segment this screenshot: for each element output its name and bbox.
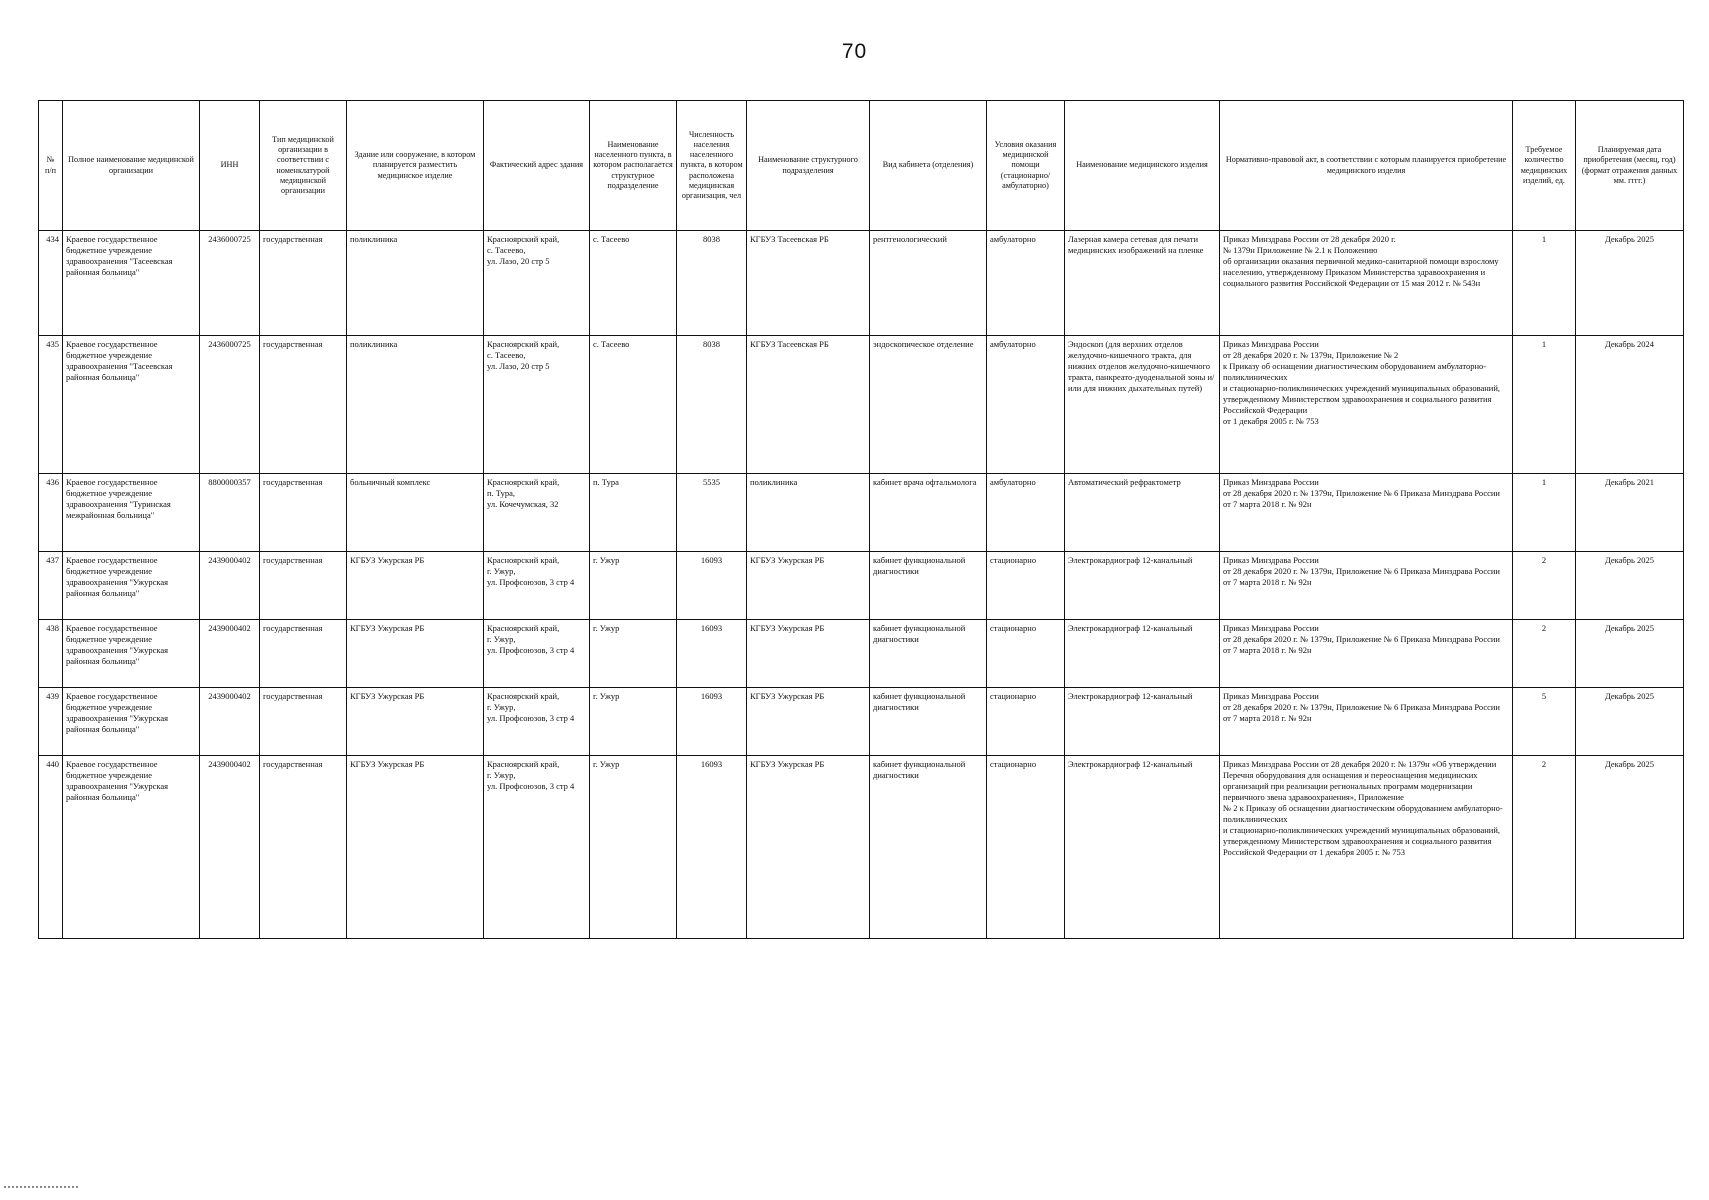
building: КГБУЗ Ужурская РБ	[347, 620, 484, 688]
legal-act: Приказ Минздрава России от 28 декабря 2020 г. № 1379н, Приложение № 6 Приказа Минздрава России от 7 марта 2018 г. № 92н	[1220, 620, 1513, 688]
care-conditions: стационарно	[987, 552, 1065, 620]
header-address: Фактический адрес здания	[484, 101, 590, 231]
care-conditions: амбулаторно	[987, 231, 1065, 336]
address: Красноярский край, г. Ужур, ул. Профсоюзов, 3 стр 4	[484, 756, 590, 939]
org-name: Краевое государственное бюджетное учреждение здравоохранения "Тасеевская районная больница"	[63, 336, 200, 474]
device-name: Электрокардиограф 12-канальный	[1065, 756, 1220, 939]
locality: г. Ужур	[590, 756, 677, 939]
locality: г. Ужур	[590, 620, 677, 688]
org-type: государственная	[260, 474, 347, 552]
population: 8038	[677, 336, 747, 474]
planned-date: Декабрь 2021	[1576, 474, 1684, 552]
org-type: государственная	[260, 620, 347, 688]
page-number: 70	[841, 40, 868, 63]
legal-act: Приказ Минздрава России от 28 декабря 2020 г. № 1379н, Приложение № 2 к Приказу об оснащении диагностическим оборудованием амбулаторно-поликлинических и стационарно-поликлинических учреждений муниципальных образований, утвержденному Министерством здравоохранения и социального развития Российской Федерации от 1 декабря 2005 г. № 753	[1220, 336, 1513, 474]
inn: 2439000402	[200, 620, 260, 688]
row-num: 435	[39, 336, 63, 474]
cabinet-type: кабинет функциональной диагностики	[870, 620, 987, 688]
row-num: 437	[39, 552, 63, 620]
device-name: Электрокардиограф 12-канальный	[1065, 688, 1220, 756]
header-inn: ИНН	[200, 101, 260, 231]
quantity: 2	[1513, 552, 1576, 620]
row-num: 436	[39, 474, 63, 552]
structural-unit: КГБУЗ Тасеевская РБ	[747, 231, 870, 336]
table-row	[39, 756, 1684, 939]
equipment-table	[38, 100, 1684, 939]
org-name: Краевое государственное бюджетное учреждение здравоохранения "Ужурская районная больница"	[63, 688, 200, 756]
care-conditions: стационарно	[987, 688, 1065, 756]
inn: 8800000357	[200, 474, 260, 552]
care-conditions: амбулаторно	[987, 336, 1065, 474]
building: больничный комплекс	[347, 474, 484, 552]
planned-date: Декабрь 2025	[1576, 756, 1684, 939]
locality: г. Ужур	[590, 552, 677, 620]
quantity: 2	[1513, 620, 1576, 688]
population: 16093	[677, 620, 747, 688]
org-type: государственная	[260, 231, 347, 336]
structural-unit: КГБУЗ Тасеевская РБ	[747, 336, 870, 474]
org-name: Краевое государственное бюджетное учреждение здравоохранения "Ужурская районная больница"	[63, 552, 200, 620]
population: 16093	[677, 552, 747, 620]
header-date: Планируемая дата приобретения (месяц, год) (формат отражения данных мм. гггг.)	[1576, 101, 1684, 231]
population: 8038	[677, 231, 747, 336]
quantity: 1	[1513, 231, 1576, 336]
quantity: 2	[1513, 756, 1576, 939]
cabinet-type: эндоскопическое отделение	[870, 336, 987, 474]
building: поликлиника	[347, 336, 484, 474]
row-num: 434	[39, 231, 63, 336]
table-row	[39, 552, 1684, 620]
org-name: Краевое государственное бюджетное учреждение здравоохранения "Тасеевская районная больница"	[63, 231, 200, 336]
cabinet-type: кабинет функциональной диагностики	[870, 688, 987, 756]
header-num: № п/п	[39, 101, 63, 231]
table-row	[39, 231, 1684, 336]
population: 16093	[677, 756, 747, 939]
legal-act: Приказ Минздрава России от 28 декабря 2020 г. № 1379н, Приложение № 6 Приказа Минздрава России от 7 марта 2018 г. № 92н	[1220, 474, 1513, 552]
locality: г. Ужур	[590, 688, 677, 756]
inn: 2439000402	[200, 756, 260, 939]
org-name: Краевое государственное бюджетное учреждение здравоохранения "Ужурская районная больница"	[63, 756, 200, 939]
table-row	[39, 620, 1684, 688]
quantity: 1	[1513, 336, 1576, 474]
planned-date: Декабрь 2025	[1576, 552, 1684, 620]
table-row	[39, 688, 1684, 756]
structural-unit: КГБУЗ Ужурская РБ	[747, 688, 870, 756]
header-population: Численность населения населенного пункта, в котором расположена медицинская организация, чел	[677, 101, 747, 231]
header-qty: Требуемое количество медицинских изделий, ед.	[1513, 101, 1576, 231]
device-name: Лазерная камера сетевая для печати медицинских изображений на пленке	[1065, 231, 1220, 336]
table-row	[39, 336, 1684, 474]
structural-unit: КГБУЗ Ужурская РБ	[747, 756, 870, 939]
cabinet-type: кабинет врача офтальмолога	[870, 474, 987, 552]
header-unit: Наименование структурного подразделения	[747, 101, 870, 231]
structural-unit: КГБУЗ Ужурская РБ	[747, 620, 870, 688]
building: КГБУЗ Ужурская РБ	[347, 756, 484, 939]
header-type: Тип медицинской организации в соответствии с номенклатурой медицинской организации	[260, 101, 347, 231]
cabinet-type: кабинет функциональной диагностики	[870, 756, 987, 939]
quantity: 1	[1513, 474, 1576, 552]
building: поликлиника	[347, 231, 484, 336]
table-row	[39, 474, 1684, 552]
address: Красноярский край, г. Ужур, ул. Профсоюзов, 3 стр 4	[484, 688, 590, 756]
org-type: государственная	[260, 336, 347, 474]
row-num: 438	[39, 620, 63, 688]
address: Красноярский край, с. Тасеево, ул. Лазо, 20 стр 5	[484, 336, 590, 474]
header-locality: Наименование населенного пункта, в котором располагается структурное подразделение	[590, 101, 677, 231]
org-name: Краевое государственное бюджетное учреждение здравоохранения "Туринская межрайонная больница"	[63, 474, 200, 552]
legal-act: Приказ Минздрава России от 28 декабря 2020 г. № 1379н Приложение № 2.1 к Положению об организации оказания первичной медико-санитарной помощи взрослому населению, утвержденному Приказом Министерства здравоохранения и социального развития Российской Федерации от 15 мая 2012 г. № 543н	[1220, 231, 1513, 336]
planned-date: Декабрь 2025	[1576, 231, 1684, 336]
scan-artifact	[4, 1186, 78, 1190]
legal-act: Приказ Минздрава России от 28 декабря 2020 г. № 1379н, Приложение № 6 Приказа Минздрава России от 7 марта 2018 г. № 92н	[1220, 552, 1513, 620]
device-name: Эндоскоп (для верхних отделов желудочно-кишечного тракта, для нижних отделов желудочно-кишечного тракта, панкреато-дуоденальной зоны и/или для нижних дыхательных путей)	[1065, 336, 1220, 474]
device-name: Электрокардиограф 12-канальный	[1065, 620, 1220, 688]
header-row	[39, 101, 1684, 231]
building: КГБУЗ Ужурская РБ	[347, 688, 484, 756]
planned-date: Декабрь 2024	[1576, 336, 1684, 474]
cabinet-type: рентгенологический	[870, 231, 987, 336]
care-conditions: стационарно	[987, 620, 1065, 688]
population: 5535	[677, 474, 747, 552]
address: Красноярский край, г. Ужур, ул. Профсоюзов, 3 стр 4	[484, 552, 590, 620]
device-name: Автоматический рефрактометр	[1065, 474, 1220, 552]
planned-date: Декабрь 2025	[1576, 688, 1684, 756]
org-name: Краевое государственное бюджетное учреждение здравоохранения "Ужурская районная больница"	[63, 620, 200, 688]
inn: 2439000402	[200, 552, 260, 620]
legal-act: Приказ Минздрава России от 28 декабря 2020 г. № 1379н, Приложение № 6 Приказа Минздрава России от 7 марта 2018 г. № 92н	[1220, 688, 1513, 756]
header-building: Здание или сооружение, в котором планируется разместить медицинское изделие	[347, 101, 484, 231]
building: КГБУЗ Ужурская РБ	[347, 552, 484, 620]
org-type: государственная	[260, 756, 347, 939]
care-conditions: амбулаторно	[987, 474, 1065, 552]
header-cabinet: Вид кабинета (отделения)	[870, 101, 987, 231]
cabinet-type: кабинет функциональной диагностики	[870, 552, 987, 620]
address: Красноярский край, с. Тасеево, ул. Лазо, 20 стр 5	[484, 231, 590, 336]
locality: п. Тура	[590, 474, 677, 552]
org-type: государственная	[260, 552, 347, 620]
inn: 2439000402	[200, 688, 260, 756]
structural-unit: КГБУЗ Ужурская РБ	[747, 552, 870, 620]
address: Красноярский край, г. Ужур, ул. Профсоюзов, 3 стр 4	[484, 620, 590, 688]
row-num: 440	[39, 756, 63, 939]
header-conditions: Условия оказания медицинской помощи (стационарно/ амбулаторно)	[987, 101, 1065, 231]
structural-unit: поликлиника	[747, 474, 870, 552]
header-device: Наименование медицинского изделия	[1065, 101, 1220, 231]
planned-date: Декабрь 2025	[1576, 620, 1684, 688]
inn: 2436000725	[200, 336, 260, 474]
header-act: Нормативно-правовой акт, в соответствии с которым планируется приобретение медицинского изделия	[1220, 101, 1513, 231]
address: Красноярский край, п. Тура, ул. Кочечумская, 32	[484, 474, 590, 552]
population: 16093	[677, 688, 747, 756]
locality: с. Тасеево	[590, 336, 677, 474]
device-name: Электрокардиограф 12-канальный	[1065, 552, 1220, 620]
locality: с. Тасеево	[590, 231, 677, 336]
header-org: Полное наименование медицинской организации	[63, 101, 200, 231]
legal-act: Приказ Минздрава России от 28 декабря 2020 г. № 1379н «Об утверждении Перечня оборудования для оснащения и переоснащения медицинских организаций при реализации региональных программ модернизации первичного звена здравоохранения», Приложение № 2 к Приказу об оснащении диагностическим оборудованием амбулаторно-поликлинических и стационарно-поликлинических учреждений муниципальных образований, утвержденному Министерством здравоохранения и социального развития Российской Федерации от 1 декабря 2005 г. № 753	[1220, 756, 1513, 939]
care-conditions: стационарно	[987, 756, 1065, 939]
inn: 2436000725	[200, 231, 260, 336]
quantity: 5	[1513, 688, 1576, 756]
org-type: государственная	[260, 688, 347, 756]
row-num: 439	[39, 688, 63, 756]
